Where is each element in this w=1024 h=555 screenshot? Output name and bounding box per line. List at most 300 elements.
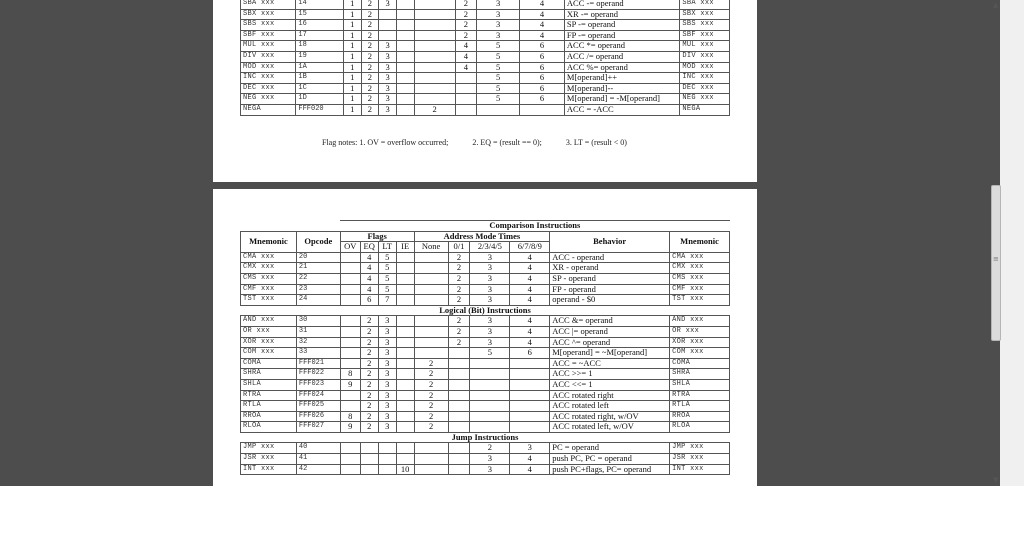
flag-cell (396, 411, 414, 422)
flag-cell: 1 (343, 41, 361, 52)
mnemonic-right-cell: TST xxx (670, 295, 730, 306)
opcode-cell: 19 (296, 51, 343, 62)
time-cell (414, 41, 455, 52)
opcode-cell: 16 (296, 20, 343, 31)
behavior-cell: M[operand] = -M[operand] (564, 94, 679, 105)
header-ie: IE (396, 242, 414, 253)
flag-cell: 3 (378, 326, 396, 337)
flag-cell (396, 348, 414, 359)
section-row (241, 305, 730, 316)
mnemonic-right-cell: COM xxx (670, 348, 730, 359)
time-cell (448, 390, 470, 401)
flag-cell: 3 (378, 348, 396, 359)
flag-cell: 5 (378, 252, 396, 263)
flag-cell (340, 348, 360, 359)
time-cell (414, 263, 448, 274)
flag-cell: 9 (340, 422, 360, 433)
section-title-comparison: Comparison Instructions (340, 221, 729, 232)
opcode-cell: FFF025 (296, 401, 340, 412)
scroll-up-arrow-icon[interactable]: ▲ (993, 1, 999, 9)
table-row (241, 284, 730, 295)
table-row (241, 62, 730, 73)
opcode-cell: 30 (296, 316, 340, 327)
flag-cell (379, 9, 397, 20)
flag-cell: 1 (343, 104, 361, 115)
time-cell: 4 (510, 337, 550, 348)
flag-cell: 3 (378, 401, 396, 412)
page-background (1000, 0, 1024, 486)
time-cell (414, 443, 448, 454)
table-row (241, 358, 730, 369)
flag-cell (340, 443, 360, 454)
behavior-cell: ACC <<= 1 (550, 379, 670, 390)
flag-cell (340, 390, 360, 401)
time-cell (414, 284, 448, 295)
time-cell: 2 (414, 422, 448, 433)
time-cell (414, 62, 455, 73)
time-cell (455, 94, 477, 105)
mnemonic-cell: RROA (241, 411, 297, 422)
time-cell: 3 (510, 443, 550, 454)
opcode-cell: 21 (296, 263, 340, 274)
time-cell: 2 (448, 284, 470, 295)
flag-cell: 2 (361, 104, 379, 115)
opcode-cell: FFF022 (296, 369, 340, 380)
behavior-cell: ACC %= operand (564, 62, 679, 73)
time-cell (510, 379, 550, 390)
mnemonic-cell: COMA (241, 358, 297, 369)
time-cell: 6 (520, 94, 565, 105)
time-cell (414, 252, 448, 263)
flag-cell (396, 273, 414, 284)
time-cell: 5 (477, 62, 520, 73)
time-cell (448, 358, 470, 369)
opcode-cell: 1D (296, 94, 343, 105)
time-cell: 2 (414, 411, 448, 422)
time-cell (470, 390, 510, 401)
mnemonic-right-cell: DEC xxx (680, 83, 730, 94)
behavior-cell: ACC |= operand (550, 326, 670, 337)
mnemonic-right-cell: RTRA (670, 390, 730, 401)
time-cell (448, 464, 470, 475)
flag-cell: 3 (378, 411, 396, 422)
behavior-cell: push PC, PC = operand (550, 454, 670, 465)
header-ov: OV (340, 242, 360, 253)
time-cell (414, 73, 455, 84)
time-cell: 3 (470, 284, 510, 295)
time-cell (520, 104, 565, 115)
flag-cell (396, 20, 414, 31)
flag-cell: 2 (360, 326, 378, 337)
mnemonic-cell: CMX xxx (241, 263, 297, 274)
table-row (241, 454, 730, 465)
flag-cell (396, 62, 414, 73)
mnemonic-right-cell: JMP xxx (670, 443, 730, 454)
table-row (241, 51, 730, 62)
behavior-cell: ACC rotated left, w/OV (550, 422, 670, 433)
table-row (241, 73, 730, 84)
time-cell: 2 (448, 316, 470, 327)
time-cell: 5 (470, 348, 510, 359)
mnemonic-right-cell: CMF xxx (670, 284, 730, 295)
time-cell (414, 9, 455, 20)
table-row (241, 411, 730, 422)
time-cell: 3 (470, 252, 510, 263)
time-cell: 2 (448, 337, 470, 348)
flag-cell: 3 (379, 41, 397, 52)
header-flags: Flags (340, 231, 414, 242)
flag-cell (340, 263, 360, 274)
section-row (241, 432, 730, 443)
flag-cell (396, 284, 414, 295)
flag-cell (396, 422, 414, 433)
opcode-cell: FFF020 (296, 104, 343, 115)
header-0-1: 0/1 (448, 242, 470, 253)
time-cell (448, 422, 470, 433)
mnemonic-cell: RTLA (241, 401, 297, 412)
mnemonic-cell: INC xxx (241, 73, 296, 84)
behavior-cell: ACC rotated right (550, 390, 670, 401)
flag-cell: 2 (361, 94, 379, 105)
table-row (241, 104, 730, 115)
mnemonic-cell: NEG xxx (241, 94, 296, 105)
time-cell (448, 411, 470, 422)
time-cell (448, 443, 470, 454)
mnemonic-right-cell: INT xxx (670, 464, 730, 475)
flag-cell (396, 316, 414, 327)
behavior-cell: ACC &= operand (550, 316, 670, 327)
time-cell: 2 (414, 390, 448, 401)
table-row (241, 464, 730, 475)
table-row (241, 94, 730, 105)
mnemonic-cell: JSR xxx (241, 454, 297, 465)
mnemonic-right-cell: INC xxx (680, 73, 730, 84)
flag-cell: 2 (360, 348, 378, 359)
table-row (241, 0, 730, 9)
section-title-jump: Jump Instructions (241, 432, 730, 443)
opcode-cell: 31 (296, 326, 340, 337)
flag-cell (396, 401, 414, 412)
scrollbar-grip-icon: ≡ (993, 255, 999, 263)
time-cell: 4 (520, 0, 565, 9)
header-opcode: Opcode (296, 231, 340, 252)
flag-note-2: 2. EQ = (result == 0); (472, 138, 542, 147)
time-cell: 4 (510, 326, 550, 337)
scroll-down-arrow-icon[interactable]: ▼ (993, 476, 999, 484)
time-cell: 3 (470, 464, 510, 475)
time-cell (448, 348, 470, 359)
flag-cell (396, 94, 414, 105)
flag-cell: 2 (361, 62, 379, 73)
time-cell: 4 (510, 454, 550, 465)
arithmetic-instruction-table (240, 0, 730, 116)
flag-cell: 5 (378, 284, 396, 295)
table-row (241, 83, 730, 94)
flag-cell (396, 51, 414, 62)
flag-cell: 2 (360, 390, 378, 401)
flag-cell (340, 454, 360, 465)
time-cell (510, 401, 550, 412)
time-cell (510, 422, 550, 433)
mnemonic-right-cell: NEGA (680, 104, 730, 115)
time-cell (414, 0, 455, 9)
mnemonic-cell: SHLA (241, 379, 297, 390)
flag-cell (396, 9, 414, 20)
opcode-cell: 33 (296, 348, 340, 359)
flag-cell: 1 (343, 30, 361, 41)
behavior-cell: XR - operand (550, 263, 670, 274)
vertical-scrollbar-thumb[interactable] (991, 185, 1001, 341)
mnemonic-cell: NEGA (241, 104, 296, 115)
flag-cell: 7 (378, 295, 396, 306)
table-row (241, 252, 730, 263)
flag-cell (340, 401, 360, 412)
behavior-cell: ACC *= operand (564, 41, 679, 52)
time-cell (414, 464, 448, 475)
flag-cell: 2 (361, 83, 379, 94)
time-cell: 6 (520, 83, 565, 94)
mnemonic-cell: XOR xxx (241, 337, 297, 348)
flag-cell: 3 (378, 369, 396, 380)
flag-note-3: 3. LT = (result < 0) (565, 138, 627, 147)
behavior-cell: ACC = -ACC (564, 104, 679, 115)
flag-cell: 2 (360, 358, 378, 369)
table-row (241, 316, 730, 327)
behavior-cell: ACC >>= 1 (550, 369, 670, 380)
document-page-2 (213, 189, 757, 486)
flag-cell: 2 (360, 369, 378, 380)
time-cell: 6 (520, 62, 565, 73)
flag-cell (396, 252, 414, 263)
flag-cell: 1 (343, 20, 361, 31)
time-cell: 6 (520, 51, 565, 62)
flag-notes (322, 138, 649, 147)
time-cell: 4 (455, 51, 477, 62)
mnemonic-right-cell: SBS xxx (680, 20, 730, 31)
flag-cell (396, 295, 414, 306)
time-cell: 4 (520, 9, 565, 20)
time-cell: 4 (510, 252, 550, 263)
time-cell (510, 358, 550, 369)
mnemonic-cell: TST xxx (241, 295, 297, 306)
flag-cell: 1 (343, 0, 361, 9)
time-cell (510, 411, 550, 422)
opcode-cell: 1C (296, 83, 343, 94)
time-cell (470, 379, 510, 390)
flag-cell (396, 326, 414, 337)
mnemonic-right-cell: MOD xxx (680, 62, 730, 73)
behavior-cell: XR -= operand (564, 9, 679, 20)
mnemonic-cell: SHRA (241, 369, 297, 380)
time-cell: 3 (470, 295, 510, 306)
opcode-cell: 40 (296, 443, 340, 454)
time-cell: 2 (414, 401, 448, 412)
table-row (241, 273, 730, 284)
time-cell (414, 326, 448, 337)
table-row (241, 443, 730, 454)
behavior-cell: ACC = ~ACC (550, 358, 670, 369)
flag-cell (396, 390, 414, 401)
time-cell: 2 (414, 379, 448, 390)
time-cell: 2 (448, 326, 470, 337)
mnemonic-right-cell: JSR xxx (670, 454, 730, 465)
flag-cell: 4 (360, 284, 378, 295)
time-cell (414, 20, 455, 31)
flag-cell: 8 (340, 411, 360, 422)
time-cell: 2 (455, 9, 477, 20)
time-cell: 3 (470, 273, 510, 284)
flag-cell: 4 (360, 252, 378, 263)
flag-cell (379, 30, 397, 41)
flag-cell (396, 263, 414, 274)
mnemonic-right-cell: COMA (670, 358, 730, 369)
time-cell (414, 295, 448, 306)
header-eq: EQ (360, 242, 378, 253)
flag-cell: 2 (361, 30, 379, 41)
mnemonic-cell: RTRA (241, 390, 297, 401)
mnemonic-cell: DEC xxx (241, 83, 296, 94)
header-mnemonic-right: Mnemonic (670, 231, 730, 252)
mnemonic-cell: SBA xxx (241, 0, 296, 9)
time-cell: 5 (477, 73, 520, 84)
time-cell (510, 369, 550, 380)
flag-cell: 1 (343, 51, 361, 62)
time-cell: 3 (470, 326, 510, 337)
opcode-cell: FFF024 (296, 390, 340, 401)
table-row (241, 401, 730, 412)
mnemonic-cell: CMF xxx (241, 284, 297, 295)
table-row (241, 30, 730, 41)
flag-cell: 2 (361, 20, 379, 31)
table-row (241, 337, 730, 348)
flag-cell: 2 (361, 73, 379, 84)
time-cell: 4 (520, 30, 565, 41)
time-cell (510, 390, 550, 401)
flag-cell: 1 (343, 94, 361, 105)
table-row (241, 41, 730, 52)
time-cell (470, 411, 510, 422)
behavior-cell: ACC rotated left (550, 401, 670, 412)
time-cell (448, 454, 470, 465)
flag-cell (360, 454, 378, 465)
opcode-cell: 22 (296, 273, 340, 284)
flag-note-1: Flag notes: 1. OV = overflow occurred; (322, 138, 449, 147)
time-cell: 6 (510, 348, 550, 359)
flag-cell (396, 83, 414, 94)
time-cell (414, 316, 448, 327)
time-cell: 4 (510, 273, 550, 284)
time-cell (414, 337, 448, 348)
section-title-logical: Logical (Bit) Instructions (241, 305, 730, 316)
mnemonic-right-cell: CMS xxx (670, 273, 730, 284)
table-row (241, 422, 730, 433)
table-row (241, 263, 730, 274)
time-cell: 4 (455, 62, 477, 73)
time-cell: 3 (477, 30, 520, 41)
flag-cell (396, 41, 414, 52)
header-address-mode-times: Address Mode Times (414, 231, 550, 242)
mnemonic-right-cell: RROA (670, 411, 730, 422)
mnemonic-right-cell: RLOA (670, 422, 730, 433)
opcode-cell: 41 (296, 454, 340, 465)
table-row (241, 390, 730, 401)
table-row (241, 295, 730, 306)
behavior-cell: ACC rotated right, w/OV (550, 411, 670, 422)
time-cell (455, 83, 477, 94)
mnemonic-cell: SBF xxx (241, 30, 296, 41)
behavior-cell: M[operand]++ (564, 73, 679, 84)
flag-cell (340, 252, 360, 263)
header-none: None (414, 242, 448, 253)
mnemonic-cell: COM xxx (241, 348, 297, 359)
behavior-cell: FP -= operand (564, 30, 679, 41)
opcode-cell: FFF021 (296, 358, 340, 369)
flag-cell: 1 (343, 62, 361, 73)
time-cell (414, 348, 448, 359)
flag-cell: 3 (378, 316, 396, 327)
behavior-cell: PC = operand (550, 443, 670, 454)
mnemonic-right-cell: OR xxx (670, 326, 730, 337)
mnemonic-cell: CMA xxx (241, 252, 297, 263)
time-cell: 2 (455, 20, 477, 31)
time-cell (414, 273, 448, 284)
table-row (241, 348, 730, 359)
flag-cell (396, 454, 414, 465)
time-cell: 4 (510, 295, 550, 306)
flag-cell: 3 (379, 104, 397, 115)
flag-cell (396, 443, 414, 454)
behavior-cell: ACC -= operand (564, 0, 679, 9)
table-row (241, 9, 730, 20)
time-cell: 3 (477, 20, 520, 31)
opcode-cell: FFF026 (296, 411, 340, 422)
mnemonic-right-cell: SBF xxx (680, 30, 730, 41)
mnemonic-cell: AND xxx (241, 316, 297, 327)
time-cell (414, 454, 448, 465)
time-cell (414, 94, 455, 105)
behavior-cell: SP -= operand (564, 20, 679, 31)
flag-cell (340, 326, 360, 337)
flag-cell (396, 30, 414, 41)
time-cell: 2 (470, 443, 510, 454)
flag-cell: 3 (378, 337, 396, 348)
opcode-cell: 24 (296, 295, 340, 306)
time-cell: 5 (477, 51, 520, 62)
opcode-cell: 18 (296, 41, 343, 52)
flag-cell (378, 464, 396, 475)
time-cell: 2 (414, 369, 448, 380)
mnemonic-right-cell: MUL xxx (680, 41, 730, 52)
mnemonic-right-cell: SHRA (670, 369, 730, 380)
mnemonic-cell: MOD xxx (241, 62, 296, 73)
time-cell: 3 (470, 454, 510, 465)
time-cell (470, 358, 510, 369)
header-behavior: Behavior (550, 231, 670, 252)
time-cell: 2 (448, 273, 470, 284)
opcode-cell: 1B (296, 73, 343, 84)
flag-cell: 2 (361, 51, 379, 62)
time-cell (448, 379, 470, 390)
mnemonic-right-cell: NEG xxx (680, 94, 730, 105)
mnemonic-cell: CMS xxx (241, 273, 297, 284)
mnemonic-right-cell: SBX xxx (680, 9, 730, 20)
flag-cell: 8 (340, 369, 360, 380)
time-cell (470, 369, 510, 380)
flag-cell: 2 (360, 316, 378, 327)
header-lt: LT (378, 242, 396, 253)
flag-cell (396, 379, 414, 390)
time-cell: 3 (470, 337, 510, 348)
